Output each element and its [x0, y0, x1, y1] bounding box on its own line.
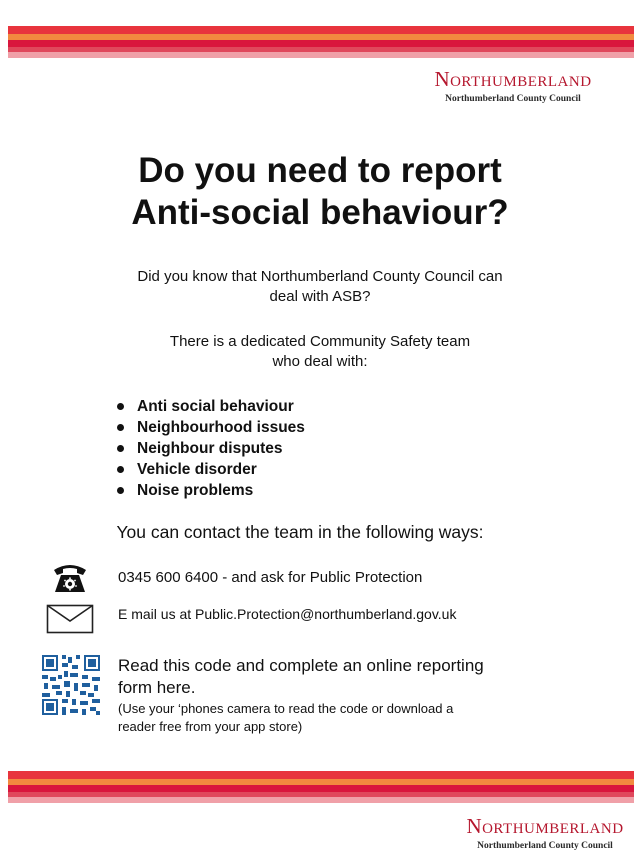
issues-list: [117, 396, 305, 501]
title-line-2: Anti-social behaviour?: [131, 193, 509, 232]
logo-wordmark: Northumberland: [434, 67, 592, 91]
logo-wordmark: Northumberland: [466, 814, 624, 838]
team-line-1: There is a dedicated Community Safety team: [169, 333, 471, 350]
bottom-color-stripes: [8, 771, 634, 803]
list-item: Anti social behaviour: [117, 396, 305, 417]
logo-council-name: Northumberland County Council: [477, 841, 613, 851]
bullet-icon: [117, 445, 124, 452]
list-item: Neighbourhood issues: [117, 417, 305, 438]
bullet-icon: [117, 424, 124, 431]
list-item: Noise problems: [117, 480, 305, 501]
intro-line-1: Did you know that Northumberland County Council can: [137, 268, 503, 285]
contact-heading: You can contact the team in the following ways:: [116, 522, 484, 542]
team-line-2: who deal with:: [272, 353, 368, 370]
logo-council-name: Northumberland County Council: [445, 94, 581, 104]
page-title: [0, 150, 640, 234]
qr-note: [118, 700, 538, 736]
team-paragraph: [100, 332, 540, 372]
phone-contact: 0345 600 6400 - and ask for Public Protection: [118, 569, 423, 586]
bullet-icon: [117, 487, 124, 494]
list-item: Neighbour disputes: [117, 438, 305, 459]
list-item: Vehicle disorder: [117, 459, 305, 480]
intro-line-2: deal with ASB?: [269, 288, 371, 305]
title-line-1: Do you need to report: [138, 151, 502, 190]
intro-paragraph: [100, 267, 540, 307]
top-color-stripes: [8, 26, 634, 58]
telephone-icon: [52, 561, 88, 595]
qr-line-1: Read this code and complete an online reporting: [118, 656, 484, 675]
email-contact[interactable]: E mail us at Public.Protection@northumberland.gov.uk: [118, 606, 457, 622]
bullet-icon: [117, 403, 124, 410]
qr-line-2: form here.: [118, 678, 196, 697]
council-logo-bottom: [454, 816, 636, 851]
qr-note-line-2: reader free from your app store): [118, 719, 303, 734]
council-logo-top: [424, 69, 602, 104]
qr-note-line-1: (Use your ‘phones camera to read the code or download a: [118, 701, 454, 716]
bullet-icon: [117, 466, 124, 473]
qr-code-icon: [42, 655, 100, 715]
envelope-icon: [46, 604, 94, 634]
qr-instructions: [118, 655, 548, 699]
